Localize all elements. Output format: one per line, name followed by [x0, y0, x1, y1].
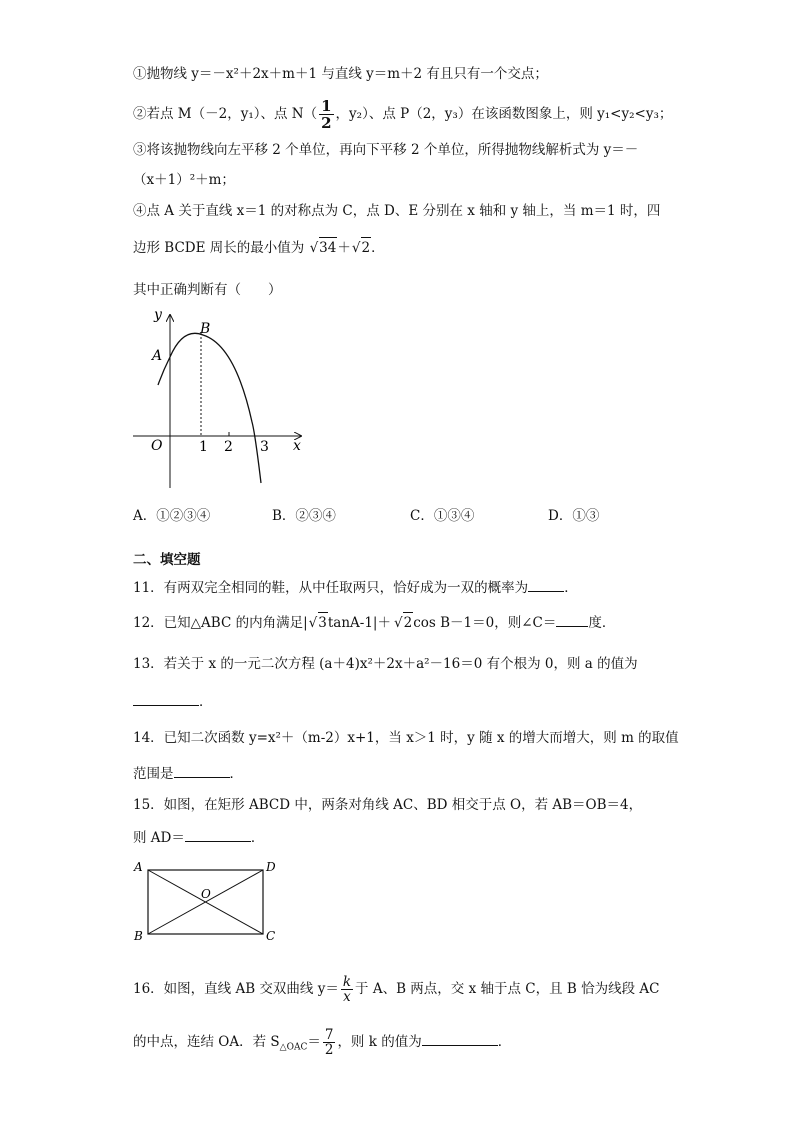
period: ．: [564, 580, 578, 596]
option-c[interactable]: C．①③④: [410, 508, 475, 524]
fraction-denominator: 2: [321, 114, 332, 132]
statement-3-line-2: （x＋1）²＋m；: [133, 172, 235, 188]
vertex-d-label: D: [266, 860, 276, 874]
option-d[interactable]: D．①③: [548, 508, 600, 524]
answer-blank[interactable]: [133, 691, 199, 706]
fraction-numerator: 7: [324, 1027, 334, 1043]
question-14-text: 范围是: [133, 766, 174, 782]
period: ．: [371, 240, 385, 256]
section-title: 二、填空题: [133, 552, 201, 568]
question-15-line-1: 15．如图，在矩形 ABCD 中，两条对角线 AC、BD 相交于点 O，若 AB＝OB＝4，: [133, 797, 643, 813]
point-b-label: B: [200, 321, 211, 337]
vertex-b-label: B: [134, 929, 143, 943]
fraction-numerator: k: [342, 974, 352, 990]
origin-label: O: [151, 438, 163, 454]
sqrt-3: √ 3: [318, 612, 328, 633]
question-16-text-d: ，则 k 的值为: [337, 1034, 422, 1050]
rectangle-figure: [128, 856, 283, 946]
statement-1: ①抛物线 y＝－x²＋2x＋m＋1 与直线 y＝m＋2 有且只有一个交点；: [133, 66, 548, 82]
answer-blank[interactable]: [528, 577, 564, 592]
statement-4-text: 边形 BCDE 周长的最小值为: [133, 240, 305, 256]
question-16-text-b: 于 A、B 两点，交 x 轴于点 C，且 B 恰为线段 AC: [355, 981, 660, 997]
parabola-graph: [125, 305, 315, 495]
option-a[interactable]: A．①②③④: [133, 508, 211, 524]
question-12-text-d: 度．: [588, 615, 616, 631]
tick-label-2: 2: [224, 439, 233, 455]
question-14-line-1: 14．已知二次函数 y=x²＋（m-2）x+1，当 x＞1 时，y 随 x 的增大而增大，则 m 的取值: [133, 730, 679, 746]
fraction-one-half: [319, 98, 333, 131]
option-b[interactable]: B．②③④: [272, 508, 336, 524]
question-14-line-2: [133, 763, 243, 784]
fraction-numerator: 1: [321, 97, 332, 115]
period: ．: [250, 830, 265, 846]
x-axis-label: x: [293, 438, 301, 454]
question-16-line-1: [133, 975, 660, 1004]
fraction-denominator: 2: [324, 1042, 334, 1058]
question-13-line-1: 13．若关于 x 的一元二次方程 (a＋4)x²＋2x＋a²－16＝0 有个根为 0，则 a 的值为: [133, 656, 638, 672]
statement-4-line-2: [133, 237, 385, 258]
question-12-text-a: 12．已知△ABC 的内角满足|: [133, 615, 308, 631]
question-16-text-c: 的中点，连结 OA．若 S: [133, 1034, 280, 1050]
statement-2-part-a: ②若点 M（－2，y₁）、点 N（: [133, 106, 318, 122]
vertex-a-label: A: [134, 860, 143, 874]
period: ．: [199, 694, 213, 710]
question-16-text-a: 16．如图，直线 AB 交双曲线 y＝: [133, 981, 339, 997]
period: ．: [229, 766, 243, 782]
question-12: [133, 612, 615, 633]
y-axis-label: y: [154, 307, 162, 323]
answer-blank[interactable]: [185, 827, 251, 842]
tick-label-1: 1: [199, 439, 208, 455]
center-o-label: O: [201, 887, 211, 901]
question-16-line-2: [133, 1028, 511, 1058]
area-subscript: △OAC: [279, 1042, 308, 1053]
question-12-text-c: cos B－1＝0，则∠C＝: [413, 615, 557, 631]
fraction-seven-halves: [323, 1028, 336, 1057]
question-12-text-b: tanA-1|＋: [327, 615, 391, 631]
fraction-k-over-x: [341, 975, 353, 1004]
parabola-curve: [170, 333, 261, 483]
answer-blank[interactable]: [556, 612, 588, 627]
period: ．: [497, 1034, 512, 1050]
answer-blank[interactable]: [422, 1031, 498, 1046]
answer-options: [0, 504, 794, 524]
plus-sign: ＋: [337, 240, 351, 256]
sqrt-2: √ 2: [361, 237, 371, 258]
statement-3-line-1: ③将该抛物线向左平移 2 个单位，再向下平移 2 个单位，所得抛物线解析式为 y＝－: [133, 142, 639, 158]
question-13-line-2: [133, 691, 213, 712]
question-15-line-2: [133, 827, 264, 848]
fraction-denominator: x: [343, 989, 351, 1005]
tick-label-3: 3: [260, 439, 269, 455]
question-11-text: 11．有两双完全相同的鞋，从中任取两只，恰好成为一双的概率为: [133, 580, 529, 596]
answer-blank[interactable]: [174, 763, 230, 778]
statement-4-line-1: ④点 A 关于直线 x＝1 的对称点为 C，点 D、E 分别在 x 轴和 y 轴上，当 m＝1 时，四: [133, 203, 661, 219]
question-15-text: 则 AD＝: [133, 830, 185, 846]
sqrt-34: √ 34: [319, 237, 338, 258]
question-10-prompt: 其中正确判断有（ ）: [133, 282, 282, 298]
vertex-c-label: C: [266, 929, 276, 943]
equals-sign: ＝: [307, 1034, 321, 1050]
question-11: [133, 577, 578, 598]
statement-2: [133, 98, 672, 131]
point-a-label: A: [152, 348, 163, 364]
statement-2-part-b: ，y₂）、点 P（2，y₃）在该函数图象上，则 y₁<y₂<y₃；: [335, 106, 673, 122]
sqrt-2: √ 2: [403, 612, 413, 633]
